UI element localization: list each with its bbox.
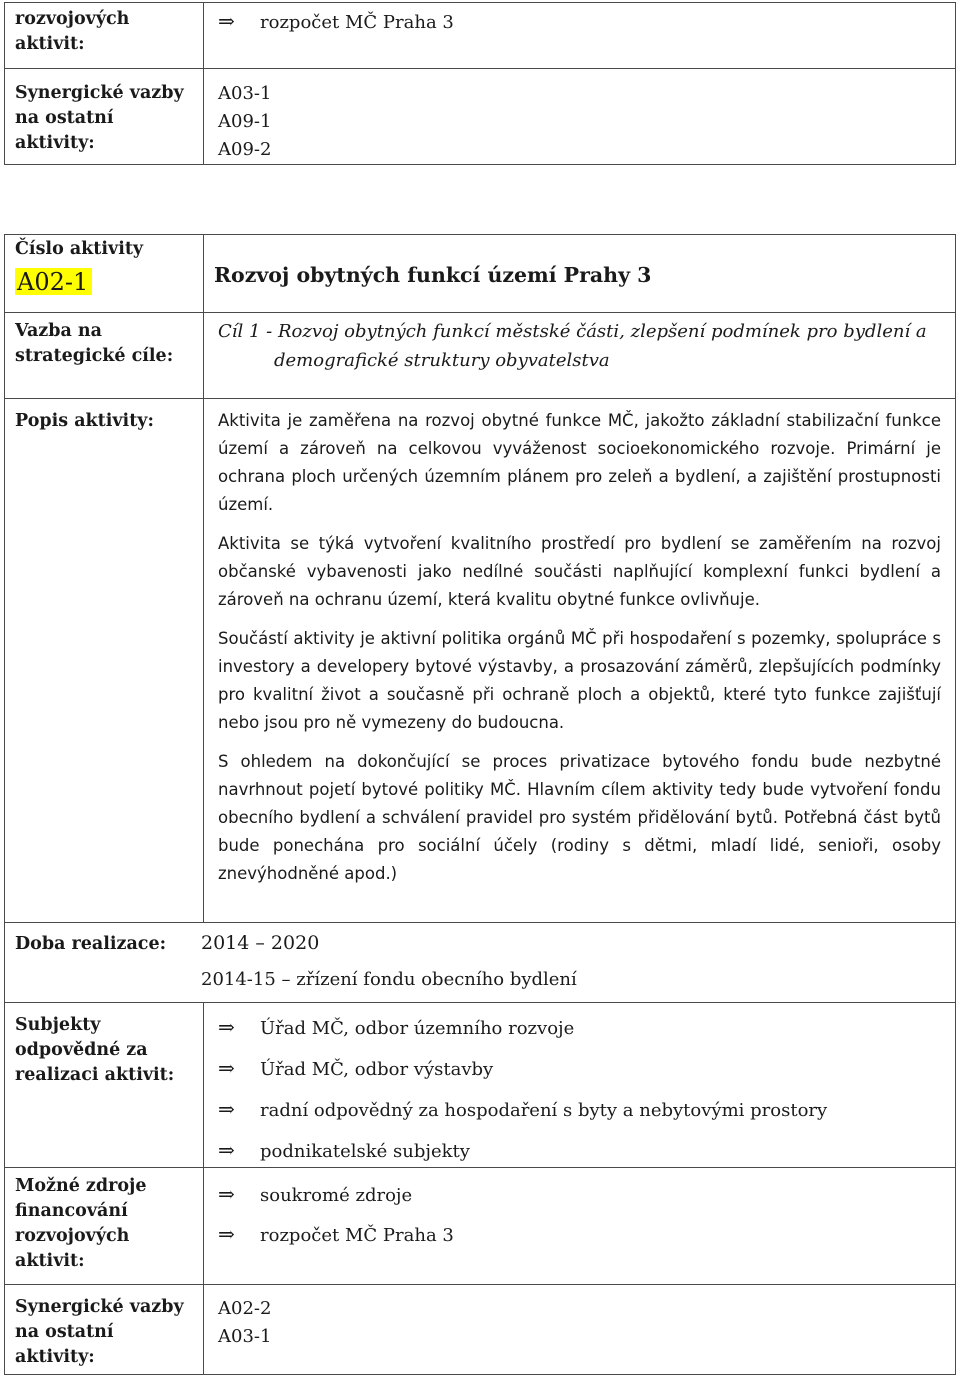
description-paragraph: Aktivita je zaměřena na rozvoj obytné funkce MČ, jakožto základní stabilizační funkce území a zároveň na celkovou vyváženost socioekonomického rozvoje. Primární je ochrana ploch určených územním plánem pro zeleň a bydlení, a zajištění prostupnosti území. xyxy=(218,411,941,514)
responsible-item-text: Úřad MČ, odbor územního rozvoje xyxy=(260,1018,575,1039)
funding-label xyxy=(5,3,204,69)
responsible-item xyxy=(218,1095,941,1125)
synergy-code: A03-1 xyxy=(218,83,272,104)
synergy-code: A09-1 xyxy=(218,111,272,132)
funding-sources-cell xyxy=(204,1168,956,1285)
description-paragraph: S ohledem na dokončující se proces privatizace bytového fondu bude nezbytné navrhnout pojetí bytové politiky MČ. Hlavním cílem aktivity tedy bude vytvoření fondu obecního bydlení a schválení pravidel pro systém přidělování bytů. Potřebná část bytů bude ponechána pro sociální účely (rodiny s dětmi, mladí lidé, senioři, osoby znevýhodněné apod.) xyxy=(218,752,941,883)
responsible-item xyxy=(218,1054,941,1084)
synergy-code: A03-1 xyxy=(218,1326,272,1347)
arrow-right-icon: ⇒ xyxy=(218,9,235,33)
synergy-cell xyxy=(204,1285,956,1375)
previous-activity-table xyxy=(4,2,956,165)
synergy-code: A09-2 xyxy=(218,139,272,160)
synergy-label-text: Synergické vazby na ostatní aktivity: xyxy=(15,1297,184,1367)
description-cell xyxy=(204,399,956,923)
synergy-label xyxy=(5,69,204,165)
arrow-right-icon: ⇒ xyxy=(218,1182,235,1206)
responsible-item-text: Úřad MČ, odbor výstavby xyxy=(260,1059,494,1080)
activity-title: Rozvoj obytných funkcí území Prahy 3 xyxy=(214,263,652,287)
activity-number-label: Číslo aktivity xyxy=(15,239,144,259)
funding-source-item xyxy=(218,1180,941,1210)
description-label xyxy=(5,399,204,923)
synergy-cell xyxy=(204,69,956,165)
goal-line: demografické struktury obyvatelstva xyxy=(274,350,610,371)
funding-source-text: rozpočet MČ Praha 3 xyxy=(260,1225,454,1246)
responsible-item xyxy=(218,1013,941,1043)
funding-source-text: soukromé zdroje xyxy=(260,1185,413,1206)
strategic-goal-cell xyxy=(204,313,956,399)
arrow-right-icon: ⇒ xyxy=(218,1056,235,1080)
synergy-label xyxy=(5,1285,204,1375)
duration-label: Doba realizace: xyxy=(15,934,167,954)
activity-number-cell xyxy=(5,235,204,313)
responsible-item xyxy=(218,1136,941,1166)
strategic-goal-label xyxy=(5,313,204,399)
responsible-cell xyxy=(204,1003,956,1168)
arrow-right-icon: ⇒ xyxy=(218,1138,235,1162)
description-paragraph: Součástí aktivity je aktivní politika orgánů MČ při hospodaření s pozemky, spolupráce s investory a developery bytové výstavby, a prosazování záměrů, zlepšujících podmínky pro kvalitní život a současně při ochraně ploch a objektů, které tyto funkce zajišťují nebo jsou pro ně vymezeny do budoucna. xyxy=(218,629,941,732)
responsible-item-text: podnikatelské subjekty xyxy=(260,1141,470,1162)
activity-title-cell xyxy=(204,235,956,313)
description-label-text: Popis aktivity: xyxy=(15,411,154,431)
synergy-label-text: Synergické vazby na ostatní aktivity: xyxy=(15,83,184,153)
responsible-label-text: Subjekty odpovědné za realizaci aktivit: xyxy=(15,1015,175,1085)
synergy-code: A02-2 xyxy=(218,1298,272,1319)
responsible-item-text: radní odpovědný za hospodaření s byty a nebytovými prostory xyxy=(260,1100,828,1121)
funding-item-text: rozpočet MČ Praha 3 xyxy=(260,12,454,33)
funding-item xyxy=(218,7,941,37)
duration-value: 2014 – 2020 xyxy=(201,932,320,954)
funding-sources-label-text: Možné zdroje financování rozvojových aktivit: xyxy=(15,1176,147,1271)
duration-row xyxy=(5,923,956,1003)
arrow-right-icon: ⇒ xyxy=(218,1222,235,1246)
responsible-label xyxy=(5,1003,204,1168)
funding-source-item xyxy=(218,1220,941,1250)
arrow-right-icon: ⇒ xyxy=(218,1097,235,1121)
funding-label-text: rozvojových aktivit: xyxy=(15,9,130,54)
funding-sources-label xyxy=(5,1168,204,1285)
activity-table xyxy=(4,234,956,1375)
goal-line: Cíl 1 - Rozvoj obytných funkcí městské části, zlepšení podmínek pro bydlení a xyxy=(218,321,927,342)
funding-cell xyxy=(204,3,956,69)
duration-note: 2014-15 – zřízení fondu obecního bydlení xyxy=(201,969,577,990)
arrow-right-icon: ⇒ xyxy=(218,1015,235,1039)
strategic-goal-label-text: Vazba na strategické cíle: xyxy=(15,321,174,366)
description-paragraph: Aktivita se týká vytvoření kvalitního prostředí pro bydlení se zaměřením na rozvoj občanské vybavenosti jako nedílné součásti naplňující komplexní funkci bydlení a zároveň na ochranu území, která kvalitu obytné funkce ovlivňuje. xyxy=(218,534,941,609)
activity-code: A02-1 xyxy=(15,268,92,295)
